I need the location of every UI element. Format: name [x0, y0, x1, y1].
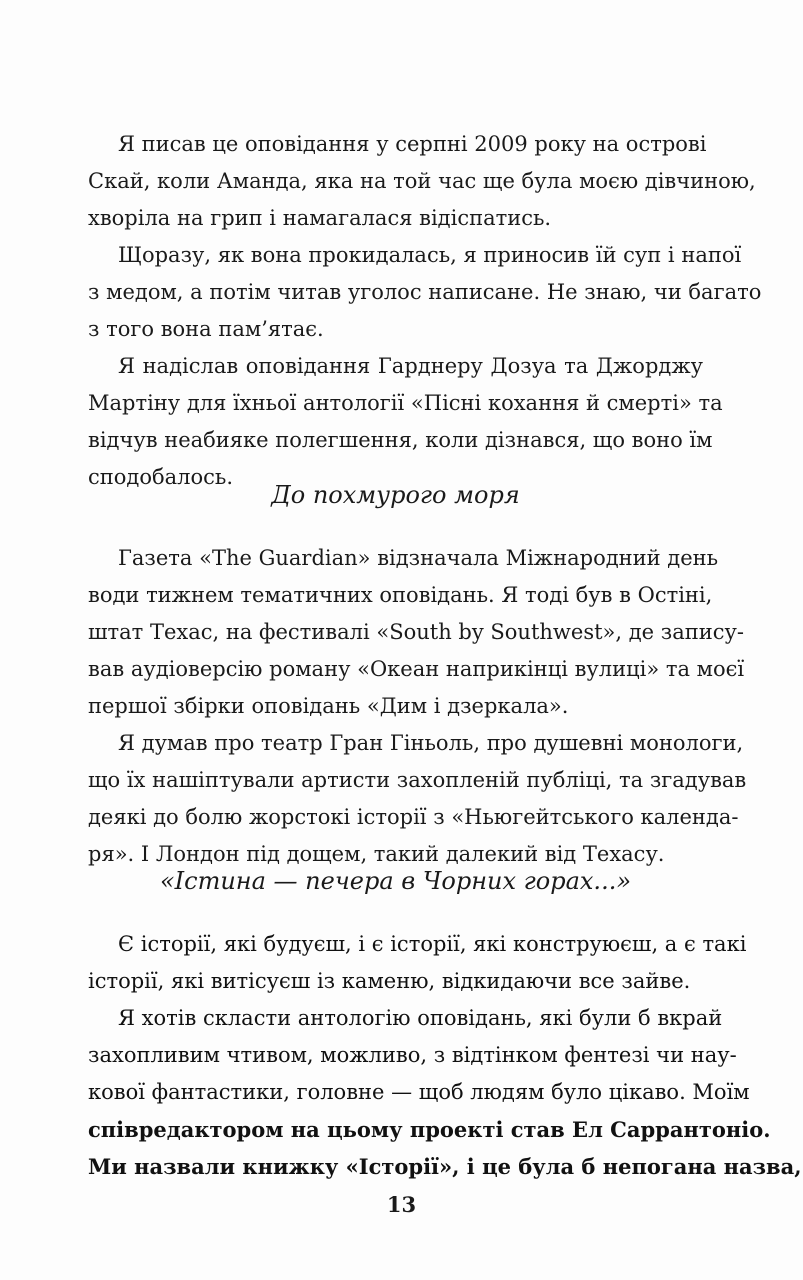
- text-line: води тижнем тематичних оповідань. Я тоді був в Остіні,: [88, 583, 713, 607]
- section-heading-sea: До похмурого моря: [271, 481, 520, 509]
- text-line: кової фантастики, головне — щоб людям було цікаво. Моїм: [88, 1080, 750, 1104]
- text-line: деякі до болю жорстокі історії з «Ньюгейтського календа-: [88, 805, 739, 829]
- text-line: з того вона пам’ятає.: [88, 317, 324, 341]
- text-line: Я надіслав оповідання Гарднеру Дозуа та Джорджу: [118, 354, 703, 378]
- text-line: Скай, коли Аманда, яка на той час ще була моєю дівчиною,: [88, 169, 756, 193]
- text-line: з медом, а потім читав уголос написане. Не знаю, чи багато: [88, 280, 762, 304]
- text-line: ря». І Лондон під дощем, такий далекий від Техасу.: [88, 842, 665, 866]
- text-line: захопливим чтивом, можливо, з відтінком фентезі чи нау-: [88, 1043, 737, 1067]
- truth-text: [88, 926, 802, 1185]
- sea-text: [88, 540, 747, 873]
- text-line: Газета «The Guardian» відзначала Міжнародний день: [118, 546, 719, 570]
- section-heading-truth: «Істина — печера в Чорних горах...»: [159, 867, 632, 895]
- text-line: Я думав про театр Гран Гіньоль, про душевні монологи,: [118, 731, 744, 755]
- text-line: що їх нашіптували артисти захопленій публіці, та згадував: [88, 768, 747, 792]
- text-line: першої збірки оповідань «Дим і дзеркала».: [88, 694, 569, 718]
- text-line: хворіла на грип і намагалася відіспатись.: [88, 206, 552, 230]
- text-line: співредактором на цьому проекті став Ел Саррантоніо.: [88, 1117, 771, 1142]
- intro-text: [88, 126, 762, 496]
- text-line: відчув неабияке полегшення, коли дізнався, що воно їм: [88, 428, 713, 452]
- text-line: Є історії, які будуєш, і є історії, які конструюєш, а є такі: [118, 932, 747, 956]
- text-line: Я хотів скласти антологію оповідань, які були б вкрай: [118, 1006, 723, 1030]
- text-line: сподобалось.: [88, 465, 233, 489]
- text-line: штат Техас, на фестивалі «South by Southwest», де запису-: [88, 620, 744, 644]
- page-number: 13: [386, 1192, 417, 1217]
- text-line: Мартіну для їхньої антології «Пісні кохання й смерті» та: [88, 391, 723, 415]
- text-line: Ми назвали книжку «Історії», і це була б непогана назва,: [88, 1154, 802, 1179]
- text-line: історії, які витісуєш із каменю, відкидаючи все зайве.: [88, 969, 691, 993]
- text-line: Щоразу, як вона прокидалась, я приносив їй суп і напої: [118, 243, 742, 267]
- text-line: Я писав це оповідання у серпні 2009 року на острові: [118, 132, 707, 156]
- text-line: вав аудіоверсію роману «Океан наприкінці вулиці» та моєї: [88, 657, 745, 681]
